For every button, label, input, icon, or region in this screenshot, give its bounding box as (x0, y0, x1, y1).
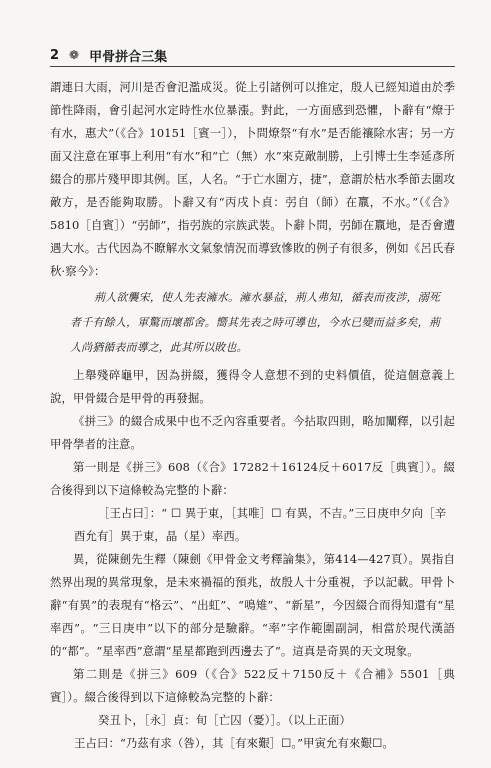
paragraph: 《拼三》的綴合成果中也不乏內容重要者。今拈取四則，略加闡釋，以引起甲骨學者的注意。 (50, 414, 455, 451)
body-text (50, 76, 455, 755)
inscription-block (50, 709, 455, 755)
block-quote (70, 285, 440, 360)
inscription-line: 王占曰：“乃茲有求（咎），其［有來艱］☐。”甲寅允有來艱☐。 (74, 736, 394, 750)
paragraph: 異，從陳劍先生釋（陳劍《甲骨金文考釋論集》，第414—427頁）。異指自然界出現的異常現象，是未來禍福的預兆，故殷人十分重視，予以記載。甲骨卜辭“有異”的表現有“格云”、“出虹”、“鳴雉”、“新星”，今因綴合而得知還有“星率西”。“三日庚申”以下的部分是驗辭。“率”字作範圍副詞，相當於現代漢語的“都”。“星率西”意謂“星星都跑到西邊去了”。這真是奇異的天文現象。 (50, 552, 455, 658)
paragraph: 上舉殘碎龜甲，因為拼綴，獲得令人意想不到的史料價值，從這個意義上說，甲骨綴合是甲骨的再發掘。 (50, 368, 455, 405)
paragraph: 謂連日大雨，河川是否會氾濫成災。從上引諸例可以推定，殷人已經知道由於季節性降雨，會引起河水定時性水位暴漲。對此，一方面感到恐懼，卜辭有“燎于有水，惠犬”（《合》10151［賓一］），卜問燎祭“有水”是否能禳除水害；另一方面又注意在軍事上利用“有水”和“亡（無）水”來克敵制勝，上引博士生李延彥所綴合的那片殘甲即其例。匡，人名。“于亡水圍方，捷”，意謂於枯水季節去圍攻敵方，是否能夠取勝。卜辭又有“丙戌卜貞：弜自（師）在𣎆，不水。”（《合》5810［自賓］）“弜師”，指弜族的宗族武裝。卜辭卜問，弜師在𣎆地，是否會遭遇大水。古代因為不瞭解水文氣象情況而導致慘敗的例子有很多，例如《呂氏春秋·察今》： (50, 80, 455, 278)
flower-ornament-icon: ❁ (69, 48, 80, 62)
running-header (50, 44, 455, 67)
paragraph: 第一則是《拼三》608（《合》17282＋16124反＋6017反［典賓］）。綴合後得到以下這條較為完整的卜辭： (50, 460, 455, 497)
inscription-line: 酉允有］異于東，晶（星）率西。 (74, 529, 247, 543)
inscription-line: ［王占曰］：“ ☐ 異于東，［其唯］☐ 有異，不吉。”三日庚申夕向［辛 (98, 506, 447, 520)
book-title: 甲骨拼合三集 (89, 49, 168, 65)
quote-text: 荊人欲襲宋，使人先表澭水。澭水暴益，荊人弗知，循表而夜涉，溺死者千有餘人，軍驚而壞都舍。嚮其先表之時可導也，今水已變而益多矣，荊人尚猶循表而導之，此其所以敗也。 (70, 291, 440, 354)
page-number: 2 (50, 47, 60, 63)
inscription-block (50, 502, 455, 548)
inscription-line: 癸丑卜，［永］貞：旬［亡囚（憂）］。（以上正面） (98, 713, 351, 727)
paragraph: 第二則是《拼三》609（《合》522反＋7150反＋《合補》5501［典賓］）。綴合後得到以下這條較為完整的卜辭： (50, 667, 455, 704)
